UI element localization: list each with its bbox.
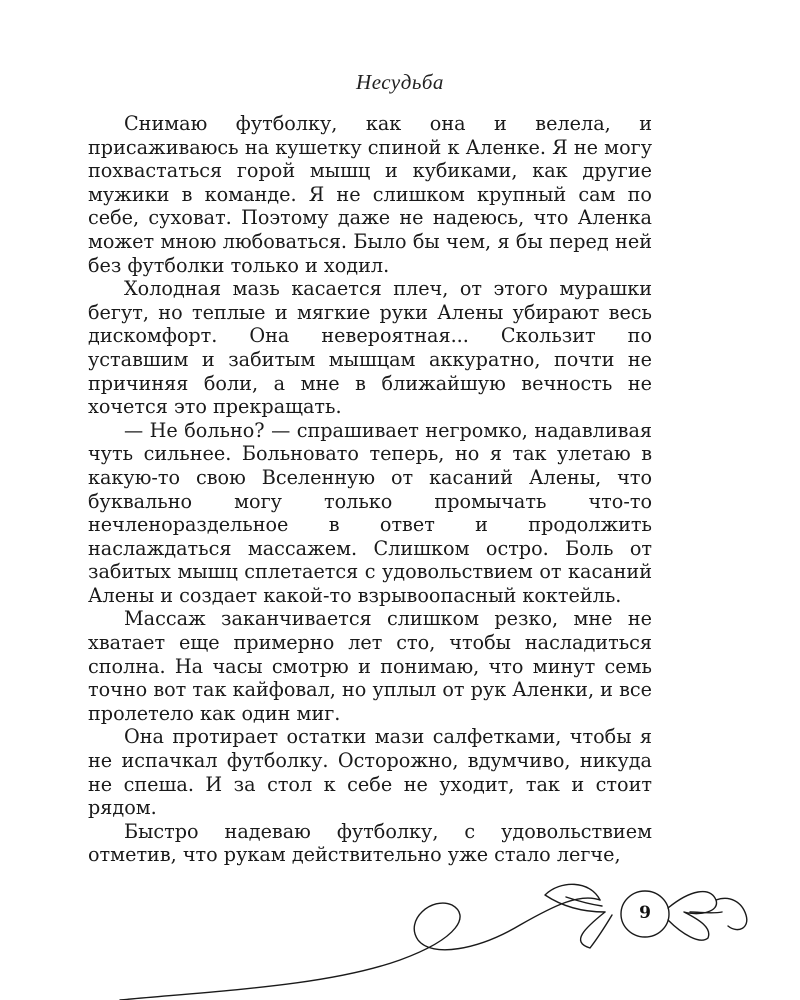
- paragraph: Снимаю футболку, как она и велела, и присаживаюсь на кушетку спиной к Аленке. Я не могу похвастаться горой мышц и кубиками, как другие мужики в команде. Я не слишком крупный сам по себе, суховат. Поэтому даже не надеюсь, что Аленка может мною любоваться. Было бы чем, я бы перед ней без футболки только и ходил.: [88, 112, 652, 277]
- paragraph: — Не больно? — спрашивает негромко, надавливая чуть сильнее. Больновато теперь, но я так улетаю в какую-то свою Вселенную от касаний Алены, что буквально могу только промычать что-то нечленораздельное в ответ и продолжить наслаждаться массажем. Слишком остро. Боль от забитых мышц сплетается с удовольствием от касаний Алены и создает какой-то взрывоопасный коктейль.: [88, 418, 652, 607]
- paragraph: Быстро надеваю футболку, с удовольствием отметив, что рукам действительно уже стало легче,: [88, 819, 652, 867]
- running-header: Несудьба: [356, 70, 444, 94]
- body-text: [88, 112, 652, 867]
- paragraph: Холодная мазь касается плеч, от этого мурашки бегут, но теплые и мягкие руки Алены убирают весь дискомфорт. Она невероятная... Скользит по уставшим и забитым мышцам аккуратно, почти не причиняя боли, а мне в ближайшую вечность не хочется это прекращать.: [88, 277, 652, 419]
- paragraph: Массаж заканчивается слишком резко, мне не хватает еще примерно лет сто, чтобы насладиться сполна. На часы смотрю и понимаю, что минут семь точно вот так кайфовал, но уплыл от рук Аленки, и все пролетело как один миг.: [88, 607, 652, 725]
- paragraph: Она протирает остатки мази салфетками, чтобы я не испачкал футболку. Осторожно, вдумчиво, никуда не спеша. И за стол к себе не уходит, так и стоит рядом.: [88, 725, 652, 820]
- page-number: 9: [639, 903, 651, 923]
